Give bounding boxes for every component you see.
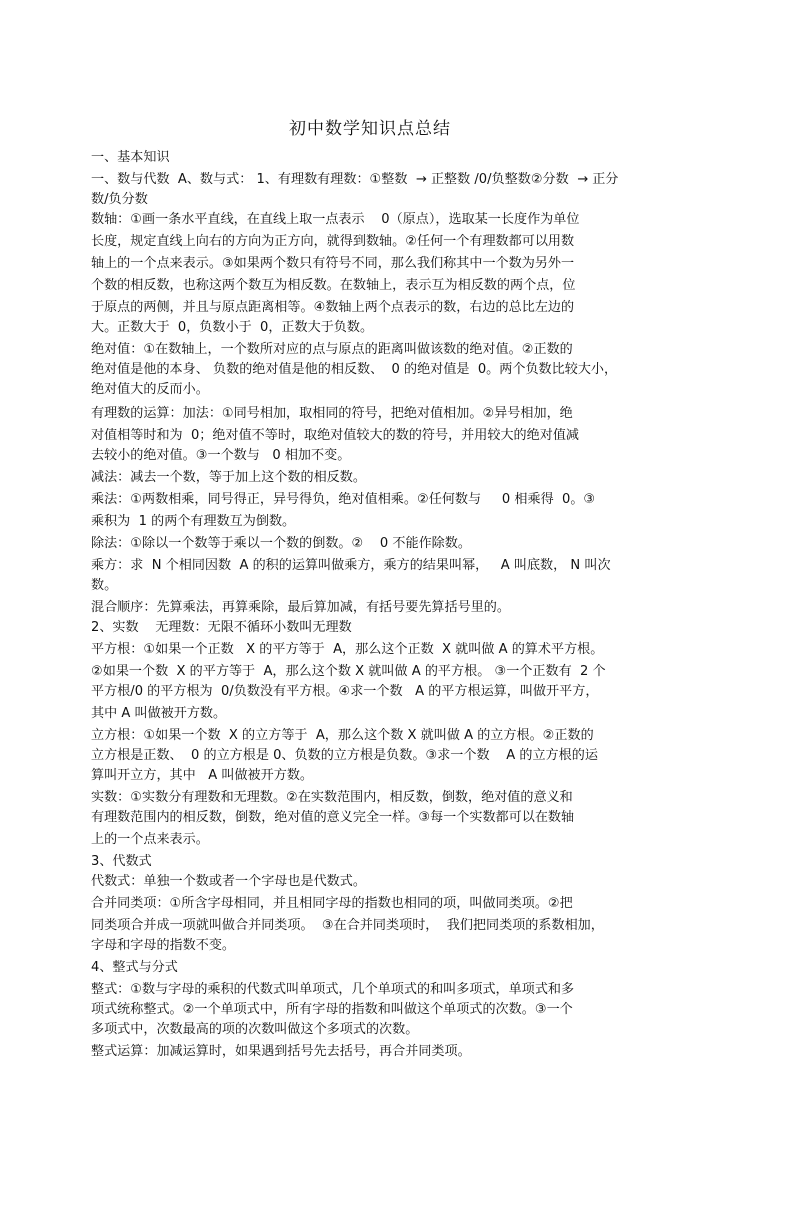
text-line: 乘方：求 N 个相同因数 A 的积的运算叫做乘方，乘方的结果叫幂， A 叫底数， N 叫次 xyxy=(91,558,611,573)
text-line: 整式：①数与字母的乘积的代数式叫单项式，几个单项式的和叫多项式，单项式和多 xyxy=(91,982,575,997)
text-line: 实数：①实数分有理数和无理数。②在实数范围内，相反数，倒数，绝对值的意义和 xyxy=(91,790,573,805)
text-line: 数轴：①画一条水平直线，在直线上取一点表示 0（原点），选取某一长度作为单位 xyxy=(91,212,580,227)
text-line: 代数式：单独一个数或者一个字母也是代数式。 xyxy=(91,874,366,889)
text-line: 项式统称整式。②一个单项式中，所有字母的指数和叫做这个单项式的次数。③一个 xyxy=(91,1002,573,1017)
text-line: 多项式中，次数最高的项的次数叫做这个多项式的次数。 xyxy=(91,1022,419,1037)
text-line: 乘积为 1 的两个有理数互为倒数。 xyxy=(91,514,296,529)
text-line: 减法：减去一个数，等于加上这个数的相反数。 xyxy=(91,470,366,485)
text-line: 绝对值大的反而小。 xyxy=(91,382,209,397)
text-line: 同类项合并成一项就叫做合并同类项。 ③在合并同类项时， 我们把同类项的系数相加， xyxy=(91,918,604,933)
text-line: 长度，规定直线上向右的方向为正方向，就得到数轴。②任何一个有理数都可以用数 xyxy=(91,234,575,249)
text-line: 平方根/0 的平方根为 0/负数没有平方根。④求一个数 A 的平方根运算，叫做开平方， xyxy=(91,684,599,699)
text-line: 其中 A 叫做被开方数。 xyxy=(91,706,227,721)
text-line: 除法：①除以一个数等于乘以一个数的倒数。② 0 不能作除数。 xyxy=(91,536,471,551)
text-line: 合并同类项：①所含字母相同，并且相同字母的指数也相同的项，叫做同类项。②把 xyxy=(91,896,573,911)
text-line: 于原点的两侧，并且与原点距离相等。④数轴上两个点表示的数，右边的总比左边的 xyxy=(91,300,575,315)
text-line: 上的一个点来表示。 xyxy=(91,832,209,847)
text-line: 大。正数大于 0，负数小于 0，正数大于负数。 xyxy=(91,320,374,335)
text-line: 去较小的绝对值。③一个数与 0 相加不变。 xyxy=(91,448,351,463)
text-line: 4、整式与分式 xyxy=(91,960,178,975)
text-line: 对值相等时和为 0；绝对值不等时，取绝对值较大的数的符号，并用较大的绝对值减 xyxy=(91,428,580,443)
text-line: 算叫开立方，其中 A 叫做被开方数。 xyxy=(91,768,314,783)
document-title: 初中数学知识点总结 xyxy=(289,119,451,139)
text-line: 整式运算：加减运算时，如果遇到括号先去括号，再合并同类项。 xyxy=(91,1044,471,1059)
text-line: 立方根：①如果一个数 X 的立方等于 A，那么这个数 X 就叫做 A 的立方根。②正数的 xyxy=(91,728,594,743)
text-line: 有理数的运算：加法：①同号相加，取相同的符号，把绝对值相加。②异号相加，绝 xyxy=(91,406,573,421)
text-line: 个数的相反数，也称这两个数互为相反数。在数轴上，表示互为相反数的两个点，位 xyxy=(91,278,576,293)
text-line: 有理数范围内的相反数，倒数，绝对值的意义完全一样。③每一个实数都可以在数轴 xyxy=(91,810,575,825)
text-line: 绝对值：①在数轴上，一个数所对应的点与原点的距离叫做该数的绝对值。②正数的 xyxy=(91,342,573,357)
text-line: 轴上的一个点来表示。③如果两个数只有符号不同，那么我们称其中一个数为另外一 xyxy=(91,256,575,271)
text-line: 数。 xyxy=(91,578,118,593)
text-line: 混合顺序：先算乘法，再算乘除，最后算加减，有括号要先算括号里的。 xyxy=(91,600,510,615)
text-line: 一、基本知识 xyxy=(91,150,170,165)
text-line: 立方根是正数、 0 的立方根是 0、负数的立方根是负数。③求一个数 A 的立方根的运 xyxy=(91,748,598,763)
text-line: 平方根：①如果一个正数 X 的平方等于 A，那么这个正数 X 就叫做 A 的算术平方根。 xyxy=(91,642,604,657)
text-line: ②如果一个数 X 的平方等于 A，那么这个数 X 就叫做 A 的平方根。 ③一个正数有 2 个 xyxy=(91,664,606,679)
text-line: 乘法：①两数相乘，同号得正，异号得负，绝对值相乘。②任何数与 0 相乘得 0。③ xyxy=(91,492,596,507)
text-line: 一、数与代数 A、数与式： 1、有理数有理数：①整数 → 正整数 /0/负整数②分数 → 正分 xyxy=(91,172,619,187)
text-line: 绝对值是他的本身、 负数的绝对值是他的相反数、 0 的绝对值是 0。两个负数比较大小， xyxy=(91,362,618,377)
text-line: 字母和字母的指数不变。 xyxy=(91,938,236,953)
text-line: 2、实数 无理数：无限不循环小数叫无理数 xyxy=(91,620,352,635)
text-line: 3、代数式 xyxy=(91,854,152,869)
text-line: 数/负分数 xyxy=(91,192,148,207)
